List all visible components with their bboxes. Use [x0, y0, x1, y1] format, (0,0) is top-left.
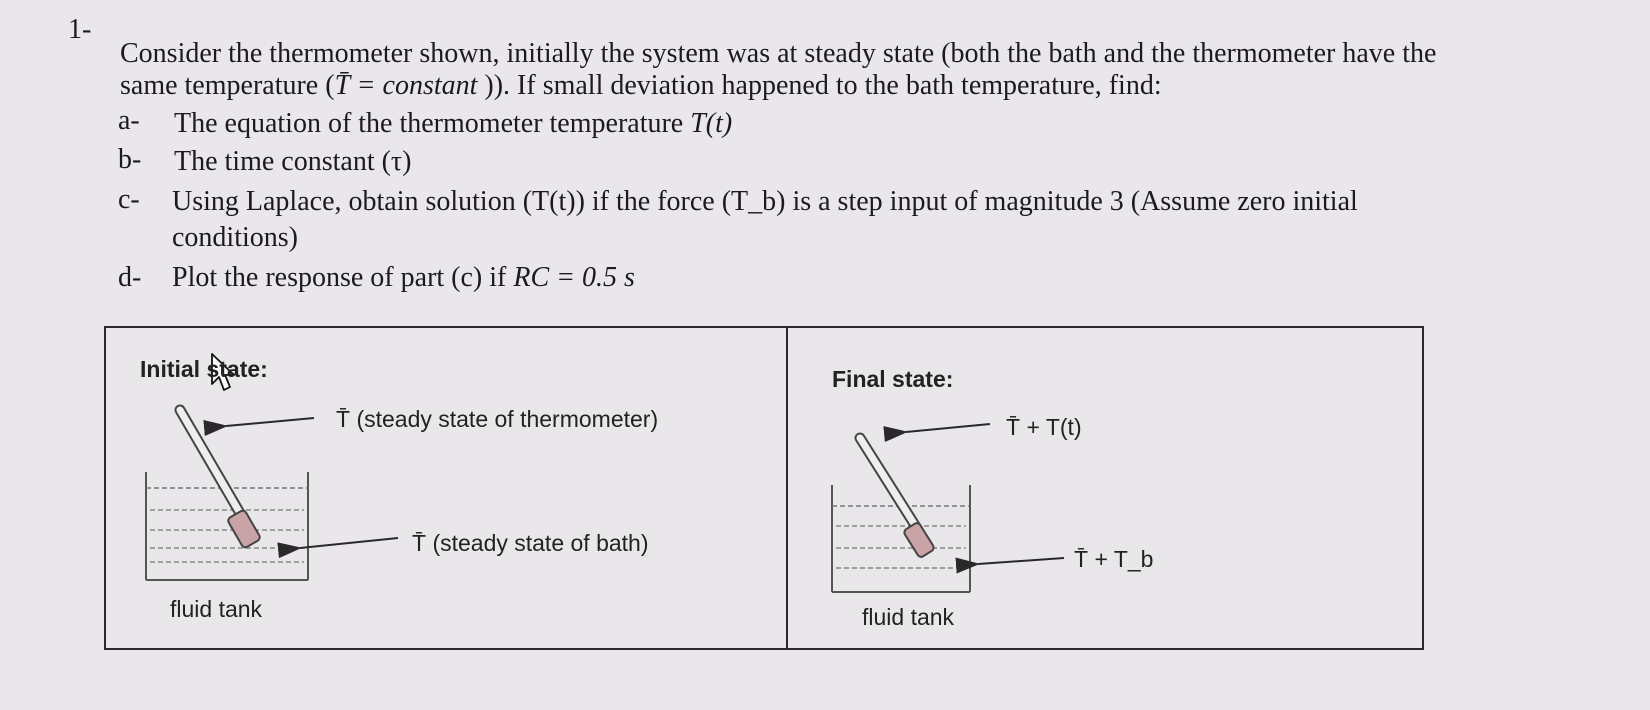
part-c-text: Using Laplace, obtain solution (T(t)) if the force (T_b) is a step input of magnitude 3 (Assume zero initial	[172, 186, 1358, 217]
question-line-2-pre: same temperature (	[120, 70, 335, 101]
part-a-math: T(t)	[690, 108, 733, 139]
question-line-1: Consider the thermometer shown, initially the system was at steady state (both the bath and the thermometer have the	[120, 38, 1437, 69]
initial-state-title: Initial state:	[140, 356, 268, 382]
initial-bath-label: T̄ (steady state of bath)	[412, 530, 649, 556]
final-bath-label: T̄ + T_b	[1074, 546, 1154, 572]
question-line-2-math: T̄ = constant	[334, 70, 478, 101]
question-line-2-post: )). If small deviation happened to the bath temperature, find:	[477, 70, 1162, 101]
arrow-bath-final	[978, 558, 1064, 564]
final-tank-label: fluid tank	[862, 604, 955, 630]
initial-thermometer	[180, 410, 261, 549]
part-d-letter: d-	[118, 262, 142, 293]
part-c-text-2: conditions)	[172, 222, 298, 253]
final-thermometer	[860, 438, 935, 558]
arrow-thermometer-initial	[226, 418, 314, 426]
question-number: 1-	[68, 14, 92, 45]
final-thermometer-label: T̄ + T(t)	[1006, 414, 1082, 440]
arrow-thermometer-final	[906, 424, 990, 432]
part-c-letter: c-	[118, 184, 140, 215]
initial-tank-label: fluid tank	[170, 596, 263, 622]
initial-thermometer-label: T̄ (steady state of thermometer)	[336, 406, 659, 432]
part-b-letter: b-	[118, 144, 142, 175]
part-d-body: Plot the response of part (c) if	[172, 262, 514, 293]
arrow-bath-initial	[300, 538, 398, 548]
part-d-math: RC = 0.5 s	[513, 262, 635, 293]
part-a-body: The equation of the thermometer temperature	[174, 108, 691, 139]
part-a-letter: a-	[118, 105, 140, 136]
final-state-title: Final state:	[832, 366, 954, 392]
part-b-text: The time constant (τ)	[174, 146, 412, 177]
